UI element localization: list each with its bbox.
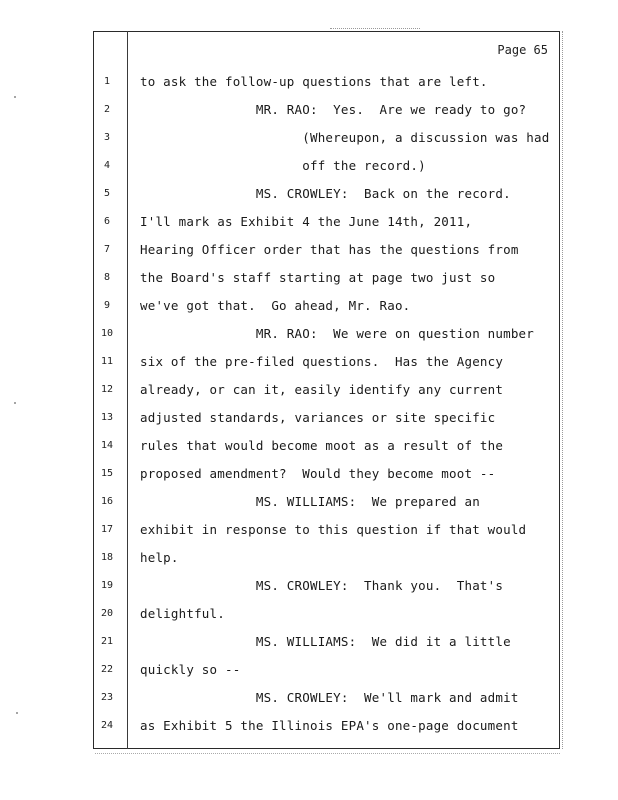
transcript-line: proposed amendment? Would they become moot -- — [140, 466, 496, 481]
line-number: 15 — [100, 468, 114, 479]
transcript-line: quickly so -- — [140, 662, 241, 677]
transcript-line: as Exhibit 5 the Illinois EPA's one-page document — [140, 718, 519, 733]
transcript-line: the Board's staff starting at page two just so — [140, 270, 496, 285]
line-number: 12 — [100, 384, 114, 395]
line-number: 3 — [103, 132, 111, 143]
line-number: 11 — [100, 356, 114, 367]
transcript-line: adjusted standards, variances or site specific — [140, 410, 496, 425]
line-number: 8 — [103, 272, 111, 283]
line-number: 24 — [100, 720, 114, 731]
line-number: 7 — [103, 244, 111, 255]
transcript-line: MS. WILLIAMS: We prepared an — [140, 494, 480, 509]
line-number: 16 — [100, 496, 114, 507]
scan-edge-right — [562, 31, 564, 749]
line-number: 13 — [100, 412, 114, 423]
line-number: 10 — [100, 328, 114, 339]
line-number: 21 — [100, 636, 114, 647]
line-number: 14 — [100, 440, 114, 451]
transcript-line: off the record.) — [140, 158, 426, 173]
transcript-line: MS. CROWLEY: Back on the record. — [140, 186, 511, 201]
transcript-line: we've got that. Go ahead, Mr. Rao. — [140, 298, 411, 313]
line-number: 5 — [103, 188, 111, 199]
transcript-line: to ask the follow-up questions that are left. — [140, 74, 488, 89]
line-number: 2 — [103, 104, 111, 115]
scan-speck — [14, 402, 16, 404]
line-number: 4 — [103, 160, 111, 171]
transcript-line: MS. WILLIAMS: We did it a little — [140, 634, 511, 649]
transcript-line: six of the pre-filed questions. Has the Agency — [140, 354, 504, 369]
transcript-line: MS. CROWLEY: We'll mark and admit — [140, 690, 519, 705]
transcript-line: I'll mark as Exhibit 4 the June 14th, 2011, — [140, 214, 473, 229]
page-number: Page 65 — [497, 43, 548, 57]
transcript-line: MR. RAO: Yes. Are we ready to go? — [140, 102, 527, 117]
transcript-line: Hearing Officer order that has the questions from — [140, 242, 519, 257]
transcript-line: MS. CROWLEY: Thank you. That's — [140, 578, 504, 593]
transcript-line: MR. RAO: We were on question number — [140, 326, 535, 341]
transcript-line: exhibit in response to this question if that would — [140, 522, 527, 537]
line-number: 6 — [103, 216, 111, 227]
line-number: 18 — [100, 552, 114, 563]
transcript-line: delightful. — [140, 606, 225, 621]
transcript-line: (Whereupon, a discussion was had — [140, 130, 550, 145]
transcript-line: rules that would become moot as a result of the — [140, 438, 504, 453]
scan-edge-top — [330, 28, 420, 29]
line-number: 19 — [100, 580, 114, 591]
line-number: 9 — [103, 300, 111, 311]
line-number: 20 — [100, 608, 114, 619]
line-number-rule — [127, 31, 128, 749]
scan-speck — [16, 712, 18, 714]
transcript-line: already, or can it, easily identify any current — [140, 382, 504, 397]
line-number: 17 — [100, 524, 114, 535]
scan-speck — [14, 96, 16, 98]
scan-edge-bottom — [95, 753, 560, 754]
line-number: 22 — [100, 664, 114, 675]
line-number: 23 — [100, 692, 114, 703]
line-number: 1 — [103, 76, 111, 87]
transcript-line: help. — [140, 550, 179, 565]
